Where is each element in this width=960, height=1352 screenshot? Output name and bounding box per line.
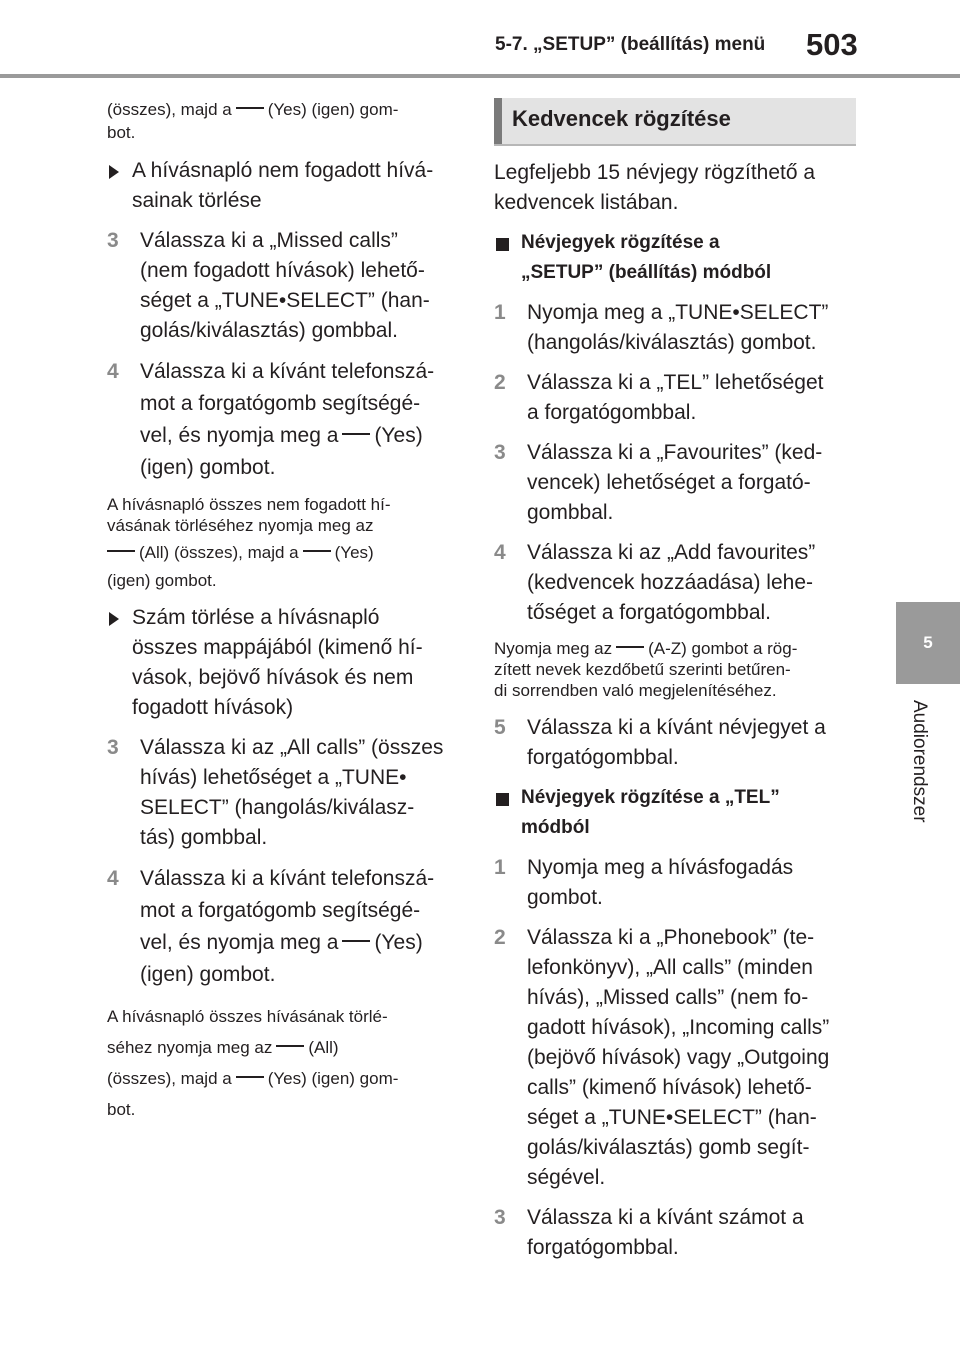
button-icon (342, 940, 370, 951)
intro-text-c: bot. (107, 123, 136, 142)
note-line: A hívásnapló összes nem fogadott hí- (107, 495, 391, 514)
left-column (107, 98, 457, 1137)
step-number: 3 (107, 736, 119, 759)
note-line: A hívásnapló összes hívásának törlé- (107, 1007, 388, 1026)
note-line: zített nevek kezdőbetű szerinti betűren- (494, 660, 791, 679)
subheading-line: Névjegyek rögzítése a „TEL” (521, 787, 780, 808)
step-line: Válassza ki a „TEL” lehetőséget (527, 371, 824, 394)
step-number: 2 (494, 371, 506, 394)
note-line: (All) (308, 1038, 339, 1057)
section-heading: Kedvencek rögzítése (512, 106, 731, 131)
step-number: 2 (494, 926, 506, 949)
step-line: a forgatógombbal. (527, 401, 697, 424)
subheading-line: összes mappájából (kimenő hí- (132, 636, 423, 659)
subheading-line: Szám törlése a hívásnapló (132, 606, 380, 629)
step-line: séget a „TUNE•SELECT” (han- (140, 289, 430, 312)
note-az (494, 638, 856, 701)
note-line: (igen) gombot. (107, 571, 217, 590)
para-line: Legfeljebb 15 névjegy rögzíthető a (494, 161, 816, 184)
para-line: kedvencek listában. (494, 191, 679, 214)
step-item (494, 1203, 856, 1263)
note-line: (All) (összes), majd a (139, 543, 299, 562)
step-item (107, 356, 457, 484)
note-line: séhez nyomja meg az (107, 1038, 273, 1057)
note-line: di sorrendben való megjelenítéséhez. (494, 681, 777, 700)
arrow-icon (109, 612, 119, 626)
step-number: 3 (494, 441, 506, 464)
step-item (107, 226, 457, 346)
step-item (494, 368, 856, 428)
step-item (107, 863, 457, 991)
step-line: Válassza ki a „Favourites” (ked- (527, 441, 823, 464)
step-line: hívás), „Missed calls” (nem fo- (527, 986, 809, 1009)
step-number: 1 (494, 301, 506, 324)
step-line: golás/kiválasztás) gombbal. (140, 319, 398, 342)
step-line: Válassza ki a kívánt telefonszá- (140, 360, 435, 383)
header-rule (0, 74, 960, 78)
chapter-tab-label: Audiorendszer (909, 700, 930, 823)
step-line: vel, és nyomja meg a (140, 424, 339, 447)
step-line: hívás) lehetőséget a „TUNE• (140, 766, 407, 789)
step-line: forgatógombbal. (527, 1236, 679, 1259)
square-bullet-icon (496, 793, 509, 806)
button-icon (236, 107, 264, 118)
step-item (107, 733, 457, 853)
note-missed (107, 494, 457, 591)
step-line: (bejövő hívások) vagy „Outgoing (527, 1046, 830, 1069)
subheading-setup (494, 228, 856, 288)
step-line: ségével. (527, 1166, 606, 1189)
button-icon (342, 433, 370, 444)
step-line: SELECT” (hangolás/kiválasz- (140, 796, 415, 819)
subheading-line: módból (521, 817, 590, 838)
step-item (494, 538, 856, 628)
subheading-line: Névjegyek rögzítése a (521, 232, 720, 253)
step-number: 4 (107, 867, 119, 890)
step-item (494, 713, 856, 773)
subheading-line: vások, bejövő hívások és nem (132, 666, 414, 689)
arrow-icon (109, 165, 119, 179)
step-line: (nem fogadott hívások) lehető- (140, 259, 425, 282)
step-number: 4 (107, 360, 119, 383)
step-line: Válassza ki a „Phonebook” (te- (527, 926, 815, 949)
step-line: Válassza ki az „Add favourites” (527, 541, 816, 564)
step-line: golás/kiválasztás) gomb segít- (527, 1136, 810, 1159)
step-line: calls” (kimenő hívások) lehető- (527, 1076, 812, 1099)
step-line: lefonkönyv), „All calls” (minden (527, 956, 813, 979)
step-line: vel, és nyomja meg a (140, 931, 339, 954)
intro-text-a: (összes), majd a (107, 100, 232, 119)
square-bullet-icon (496, 238, 509, 251)
step-line: (igen) gombot. (140, 456, 276, 479)
subheading-line: A hívásnapló nem fogadott hívá- (132, 159, 434, 182)
subheading-tel (494, 783, 856, 843)
step-item (494, 853, 856, 913)
section-title: 5-7. „SETUP” (beállítás) menü (495, 34, 766, 55)
subheading-line: sainak törlése (132, 189, 262, 212)
step-line: gadott hívások), „Incoming calls” (527, 1016, 830, 1039)
step-line: Válassza ki az „All calls” (összes (140, 736, 444, 759)
step-line: gombot. (527, 886, 603, 909)
chapter-tab-number: 5 (896, 602, 960, 684)
step-line: Válassza ki a „Missed calls” (140, 229, 398, 252)
step-line: vencek) lehetőséget a forgató- (527, 471, 811, 494)
intro-note (107, 98, 457, 144)
step-line: (hangolás/kiválasztás) gombot. (527, 331, 817, 354)
step-line: Válassza ki a kívánt névjegyet a (527, 716, 826, 739)
step-line: Válassza ki a kívánt telefonszá- (140, 867, 435, 890)
step-line: (igen) gombot. (140, 963, 276, 986)
subheading-line: „SETUP” (beállítás) módból (521, 262, 772, 283)
button-icon (616, 646, 644, 657)
note-line: vásának törléséhez nyomja meg az (107, 516, 374, 535)
step-item (494, 298, 856, 358)
button-icon (303, 550, 331, 561)
step-number: 1 (494, 856, 506, 879)
note-line: Nyomja meg az (494, 639, 613, 658)
step-line: Nyomja meg a „TUNE•SELECT” (527, 301, 829, 324)
step-line: Válassza ki a kívánt számot a (527, 1206, 804, 1229)
step-line: tőséget a forgatógombbal. (527, 601, 772, 624)
step-item (494, 923, 856, 1193)
step-line: (Yes) (374, 424, 423, 447)
note-line: (Yes) (igen) gom- (267, 1069, 399, 1088)
note-line: (összes), majd a (107, 1069, 232, 1088)
step-line: séget a „TUNE•SELECT” (han- (527, 1106, 817, 1129)
step-line: (kedvencek hozzáadása) lehe- (527, 571, 814, 594)
note-line: bot. (107, 1100, 136, 1119)
step-line: forgatógombbal. (527, 746, 679, 769)
step-number: 3 (494, 1206, 506, 1229)
step-number: 4 (494, 541, 506, 564)
button-icon (107, 550, 135, 561)
note-line: (A-Z) gombot a rög- (648, 639, 798, 658)
note-line: (Yes) (334, 543, 374, 562)
subheading-line: fogadott hívások) (132, 696, 294, 719)
step-line: tás) gombbal. (140, 826, 268, 849)
step-line: mot a forgatógomb segítségé- (140, 899, 421, 922)
step-line: mot a forgatógomb segítségé- (140, 392, 421, 415)
intro-paragraph (494, 158, 856, 218)
note-all (107, 1001, 457, 1125)
right-column (494, 98, 856, 1273)
step-line: gombbal. (527, 501, 614, 524)
section-heading-box (494, 98, 856, 146)
step-line: (Yes) (374, 931, 423, 954)
heading-bar (494, 98, 502, 144)
intro-text-b: (Yes) (igen) gom- (267, 100, 399, 119)
button-icon (236, 1076, 264, 1087)
step-item (494, 438, 856, 528)
subheading-all (107, 603, 457, 723)
step-number: 3 (107, 229, 119, 252)
page-number: 503 (806, 27, 858, 62)
subheading-missed (107, 156, 457, 216)
step-line: Nyomja meg a hívásfogadás (527, 856, 794, 879)
button-icon (276, 1045, 304, 1056)
step-number: 5 (494, 716, 506, 739)
page-header (0, 0, 960, 80)
